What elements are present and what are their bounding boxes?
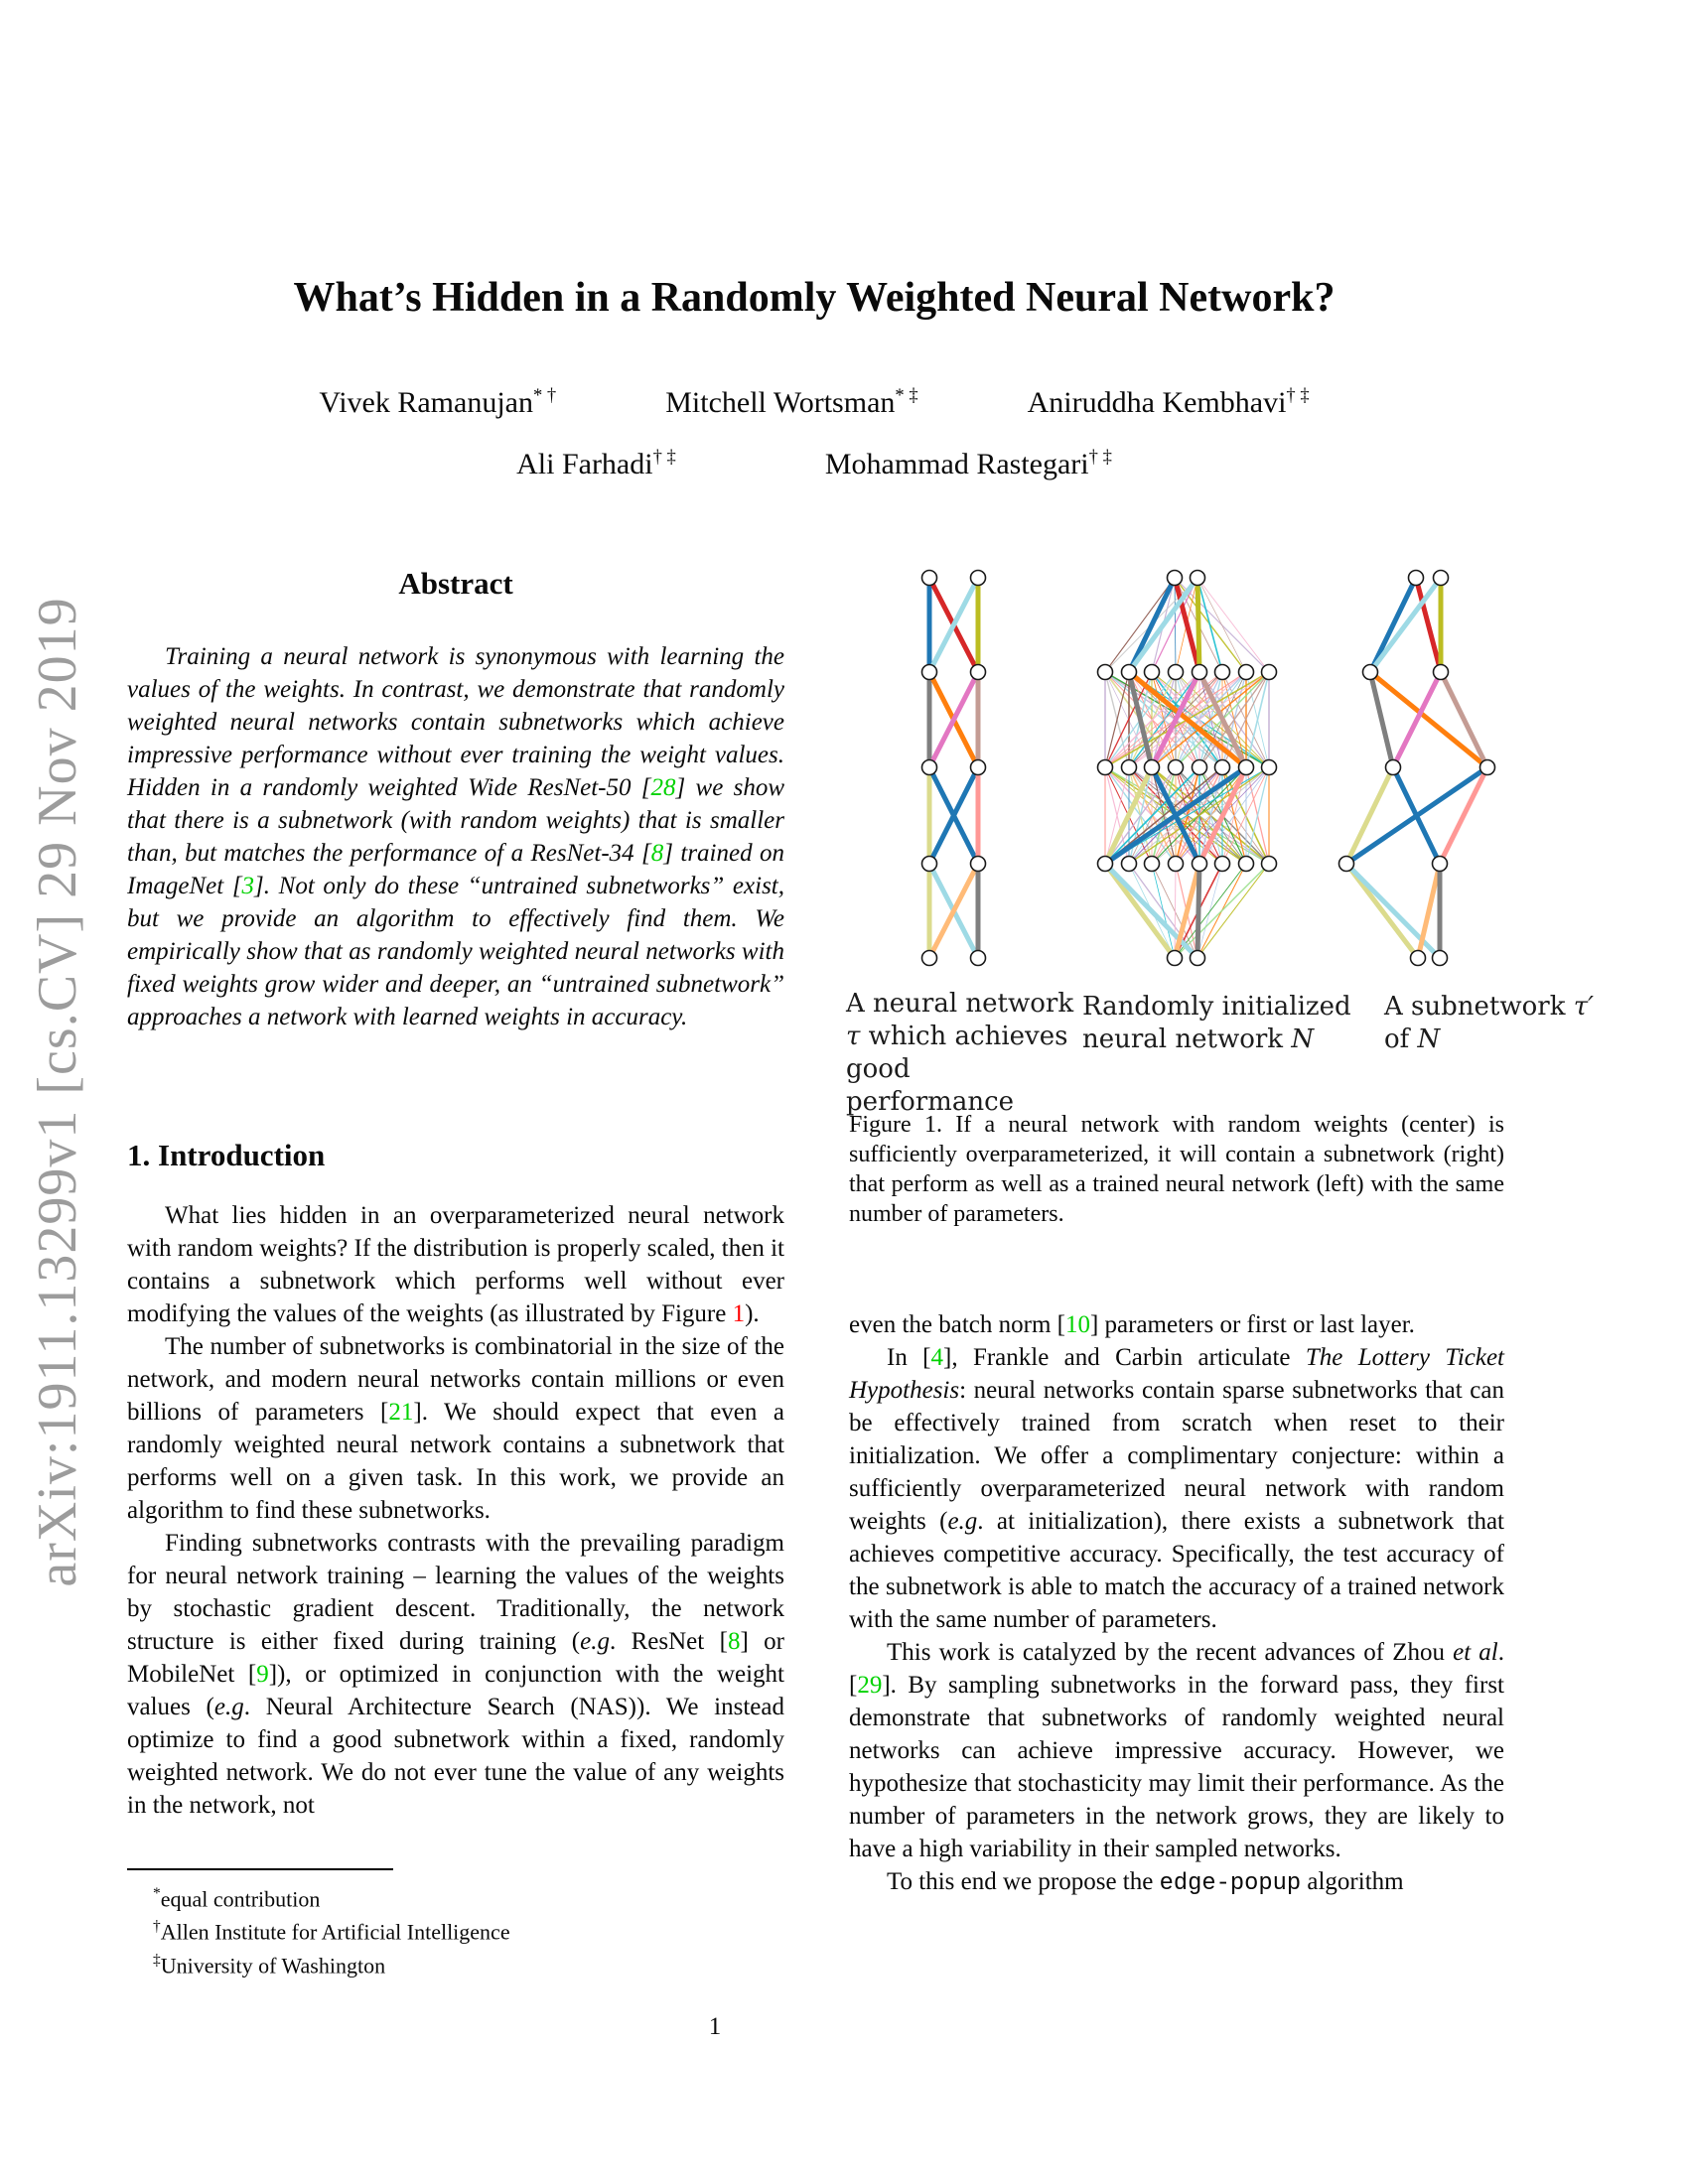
citation-link[interactable]: 28 <box>650 774 676 801</box>
text-run: N <box>1291 1024 1315 1054</box>
footnote: *equal contribution <box>153 1885 321 1912</box>
text-run: A subnetwork <box>1384 992 1574 1022</box>
author <box>516 447 676 481</box>
author <box>665 385 917 420</box>
author-affiliation-marks: † ‡ <box>652 447 676 468</box>
figure1-caption: Figure 1. If a neural network with random weights (center) is sufficiently overparameterized, it will contain a subnetwork (right) that perform as well as a trained neural network (left) with the same number of parameters. <box>849 1112 1504 1227</box>
body-paragraph <box>849 1308 1504 1341</box>
text-run: : neural networks contain sparse subnetworks that can be effectively trained from scratch when reset to their initialization. We offer a complimentary conjecture: within a sufficiently overparameterized neural network with random weights ( <box>849 1377 1504 1535</box>
figure1-label-random-network <box>1082 991 1390 1056</box>
figure1-label-subnetwork <box>1384 991 1603 1056</box>
author <box>319 385 556 420</box>
text-run: N <box>1417 1024 1441 1054</box>
citation-link[interactable]: 4 <box>930 1344 944 1371</box>
arxiv-watermark: arXiv:1911.13299v1 [cs.CV] 29 Nov 2019 <box>27 597 88 1587</box>
footnote: ‡University of Washington <box>153 1951 386 1978</box>
body-paragraph <box>849 1636 1504 1865</box>
author-name: Ali Farhadi <box>516 448 653 480</box>
footnotes-block <box>127 1868 784 1979</box>
text-run: τ <box>846 1022 861 1051</box>
text-run: ] trained on ImageNet [ <box>127 840 784 899</box>
figure1-networks-diagram <box>822 548 1517 993</box>
text-run: . at initialization), there exists a subnetwork that achieves competitive accuracy. Specifically, the test accuracy of the subnetwork is able to match the accuracy of a trained network with the same number of parameters. <box>849 1508 1504 1633</box>
citation-link[interactable]: 9 <box>256 1661 269 1688</box>
inline-code: edge-popup <box>1159 1870 1302 1897</box>
text-run: Randomly initialized neural network <box>1082 992 1351 1054</box>
footnote: †Allen Institute for Artificial Intelligence <box>153 1918 510 1945</box>
text-run: This work is catalyzed by the recent advances of Zhou <box>887 1639 1454 1666</box>
author-name: Vivek Ramanujan <box>319 386 533 419</box>
text-run: ], Frankle and Carbin articulate <box>943 1344 1306 1371</box>
citation-link[interactable]: 8 <box>727 1628 741 1655</box>
subnetwork-highlighted-edges <box>1346 578 1487 958</box>
text-run: The number of subnetworks is combinatorial in the size of the network, and modern neural networks contain millions or even billions of parameters [ <box>127 1333 784 1426</box>
author <box>825 447 1112 481</box>
text-run: Training a neural network is synonymous with learning the values of the weights. In contrast, we demonstrate that randomly weighted neural networks contain subnetworks which achieve impressive performance without ever training the weight values. Hidden in a randomly weighted Wide ResNet-50 [ <box>127 643 784 801</box>
text-run: A neural network <box>846 989 1074 1019</box>
right-column-body <box>849 1308 1504 1900</box>
text-run: et al <box>1453 1639 1498 1666</box>
footnote-rule <box>127 1868 393 1870</box>
author-name: Aniruddha Kembhavi <box>1027 386 1287 419</box>
text-run: e.g <box>580 1628 610 1655</box>
figure1-label-trained-network <box>846 988 1079 1119</box>
paper-title: What’s Hidden in a Randomly Weighted Neural Network? <box>293 275 1336 321</box>
text-run: To this end we propose the <box>887 1868 1160 1895</box>
author-name: Mitchell Wortsman <box>665 386 896 419</box>
section-heading-introduction: 1. Introduction <box>127 1138 326 1172</box>
author-affiliation-marks: † ‡ <box>1088 447 1112 468</box>
introduction-body <box>127 1199 784 1822</box>
abstract-text <box>127 640 784 1033</box>
text-run: even the batch norm [ <box>849 1311 1065 1338</box>
text-run: e.g <box>947 1508 978 1535</box>
citation-link[interactable]: 21 <box>388 1399 414 1426</box>
text-run: Finding subnetworks contrasts with the prevailing paradigm for neural network training – learning the values of the weights by stochastic gradient descent. Traditionally, the network structure is either fixed during training ( <box>127 1530 784 1655</box>
author <box>1028 385 1310 420</box>
text-run: . ResNet [ <box>609 1628 728 1655</box>
author-affiliation-marks: † ‡ <box>1286 385 1310 406</box>
text-run: ]. We should expect that even a randomly weighted neural network contains a subnetwork that performs well on a given task. In this work, we provide an algorithm to find these subnetworks. <box>127 1399 785 1524</box>
text-run: The Lottery Ticket Hypothesis <box>849 1344 1505 1404</box>
figure-ref-link[interactable]: 1 <box>732 1300 746 1327</box>
authors-row-1 <box>119 385 1509 420</box>
text-run: ] or MobileNet [ <box>127 1628 784 1688</box>
text-run: . Neural Architecture Search (NAS)). We instead optimize to find a good subnetwork within a fixed, randomly weighted network. We do not ever tune the value of any weights in the network, not <box>127 1694 784 1819</box>
text-run: ]. Not only do these “untrained subnetworks” exist, but we provide an algorithm to effectively find them. We empirically show that as randomly weighted neural networks with fixed weights grow wider and deeper, an “untrained subnetwork” approaches a network with learned weights in accuracy. <box>127 873 784 1030</box>
text-run: of <box>1384 1024 1418 1054</box>
abstract-heading: Abstract <box>398 566 513 601</box>
page-number: 1 <box>708 2013 722 2040</box>
body-paragraph <box>127 1330 784 1527</box>
text-run: In [ <box>887 1344 931 1371</box>
author-name: Mohammad Rastegari <box>824 448 1089 480</box>
subnetwork-nodes <box>1339 571 1495 966</box>
text-run: ]), or optimized in conjunction with the weight values ( <box>127 1661 784 1720</box>
text-run: e.g <box>213 1694 244 1720</box>
body-paragraph <box>849 1865 1504 1900</box>
citation-link[interactable]: 8 <box>650 840 664 867</box>
citation-link[interactable]: 10 <box>1064 1311 1090 1338</box>
text-run: ] we show that there is a subnetwork (with random weights) that is smaller than, but matches the performance of a ResNet-34 [ <box>127 774 784 867</box>
text-run: τ′ <box>1573 992 1595 1022</box>
body-paragraph <box>849 1341 1504 1636</box>
author-affiliation-marks: * ‡ <box>895 385 918 406</box>
authors-row-2 <box>119 447 1509 481</box>
text-run: ] parameters or first or last layer. <box>1089 1311 1415 1338</box>
text-run: ]. By sampling subnetworks in the forward pass, they first demonstrate that subnetworks of randomly weighted neural networks can achieve impressive accuracy. However, we hypothesize that stochasticity may limit their performance. As the number of parameters in the network grows, they are likely to have a high variability in their sampled networks. <box>849 1672 1504 1862</box>
text-run: which achieves good performance <box>846 1022 1068 1117</box>
text-run: What lies hidden in an overparameterized neural network with random weights? If the distribution is properly scaled, then it contains a subnetwork which performs well without ever modifying the values of the weights (as illustrated by Figure <box>127 1202 784 1327</box>
body-paragraph <box>127 1199 784 1330</box>
author-affiliation-marks: * † <box>532 385 557 406</box>
text-run: ). <box>745 1300 760 1327</box>
citation-link[interactable]: 29 <box>857 1672 883 1699</box>
footnote-list <box>127 1880 784 1979</box>
text-run: . [ <box>849 1639 1504 1699</box>
body-paragraph <box>127 1527 784 1822</box>
text-run: algorithm <box>1301 1868 1404 1895</box>
citation-link[interactable]: 3 <box>241 873 255 899</box>
